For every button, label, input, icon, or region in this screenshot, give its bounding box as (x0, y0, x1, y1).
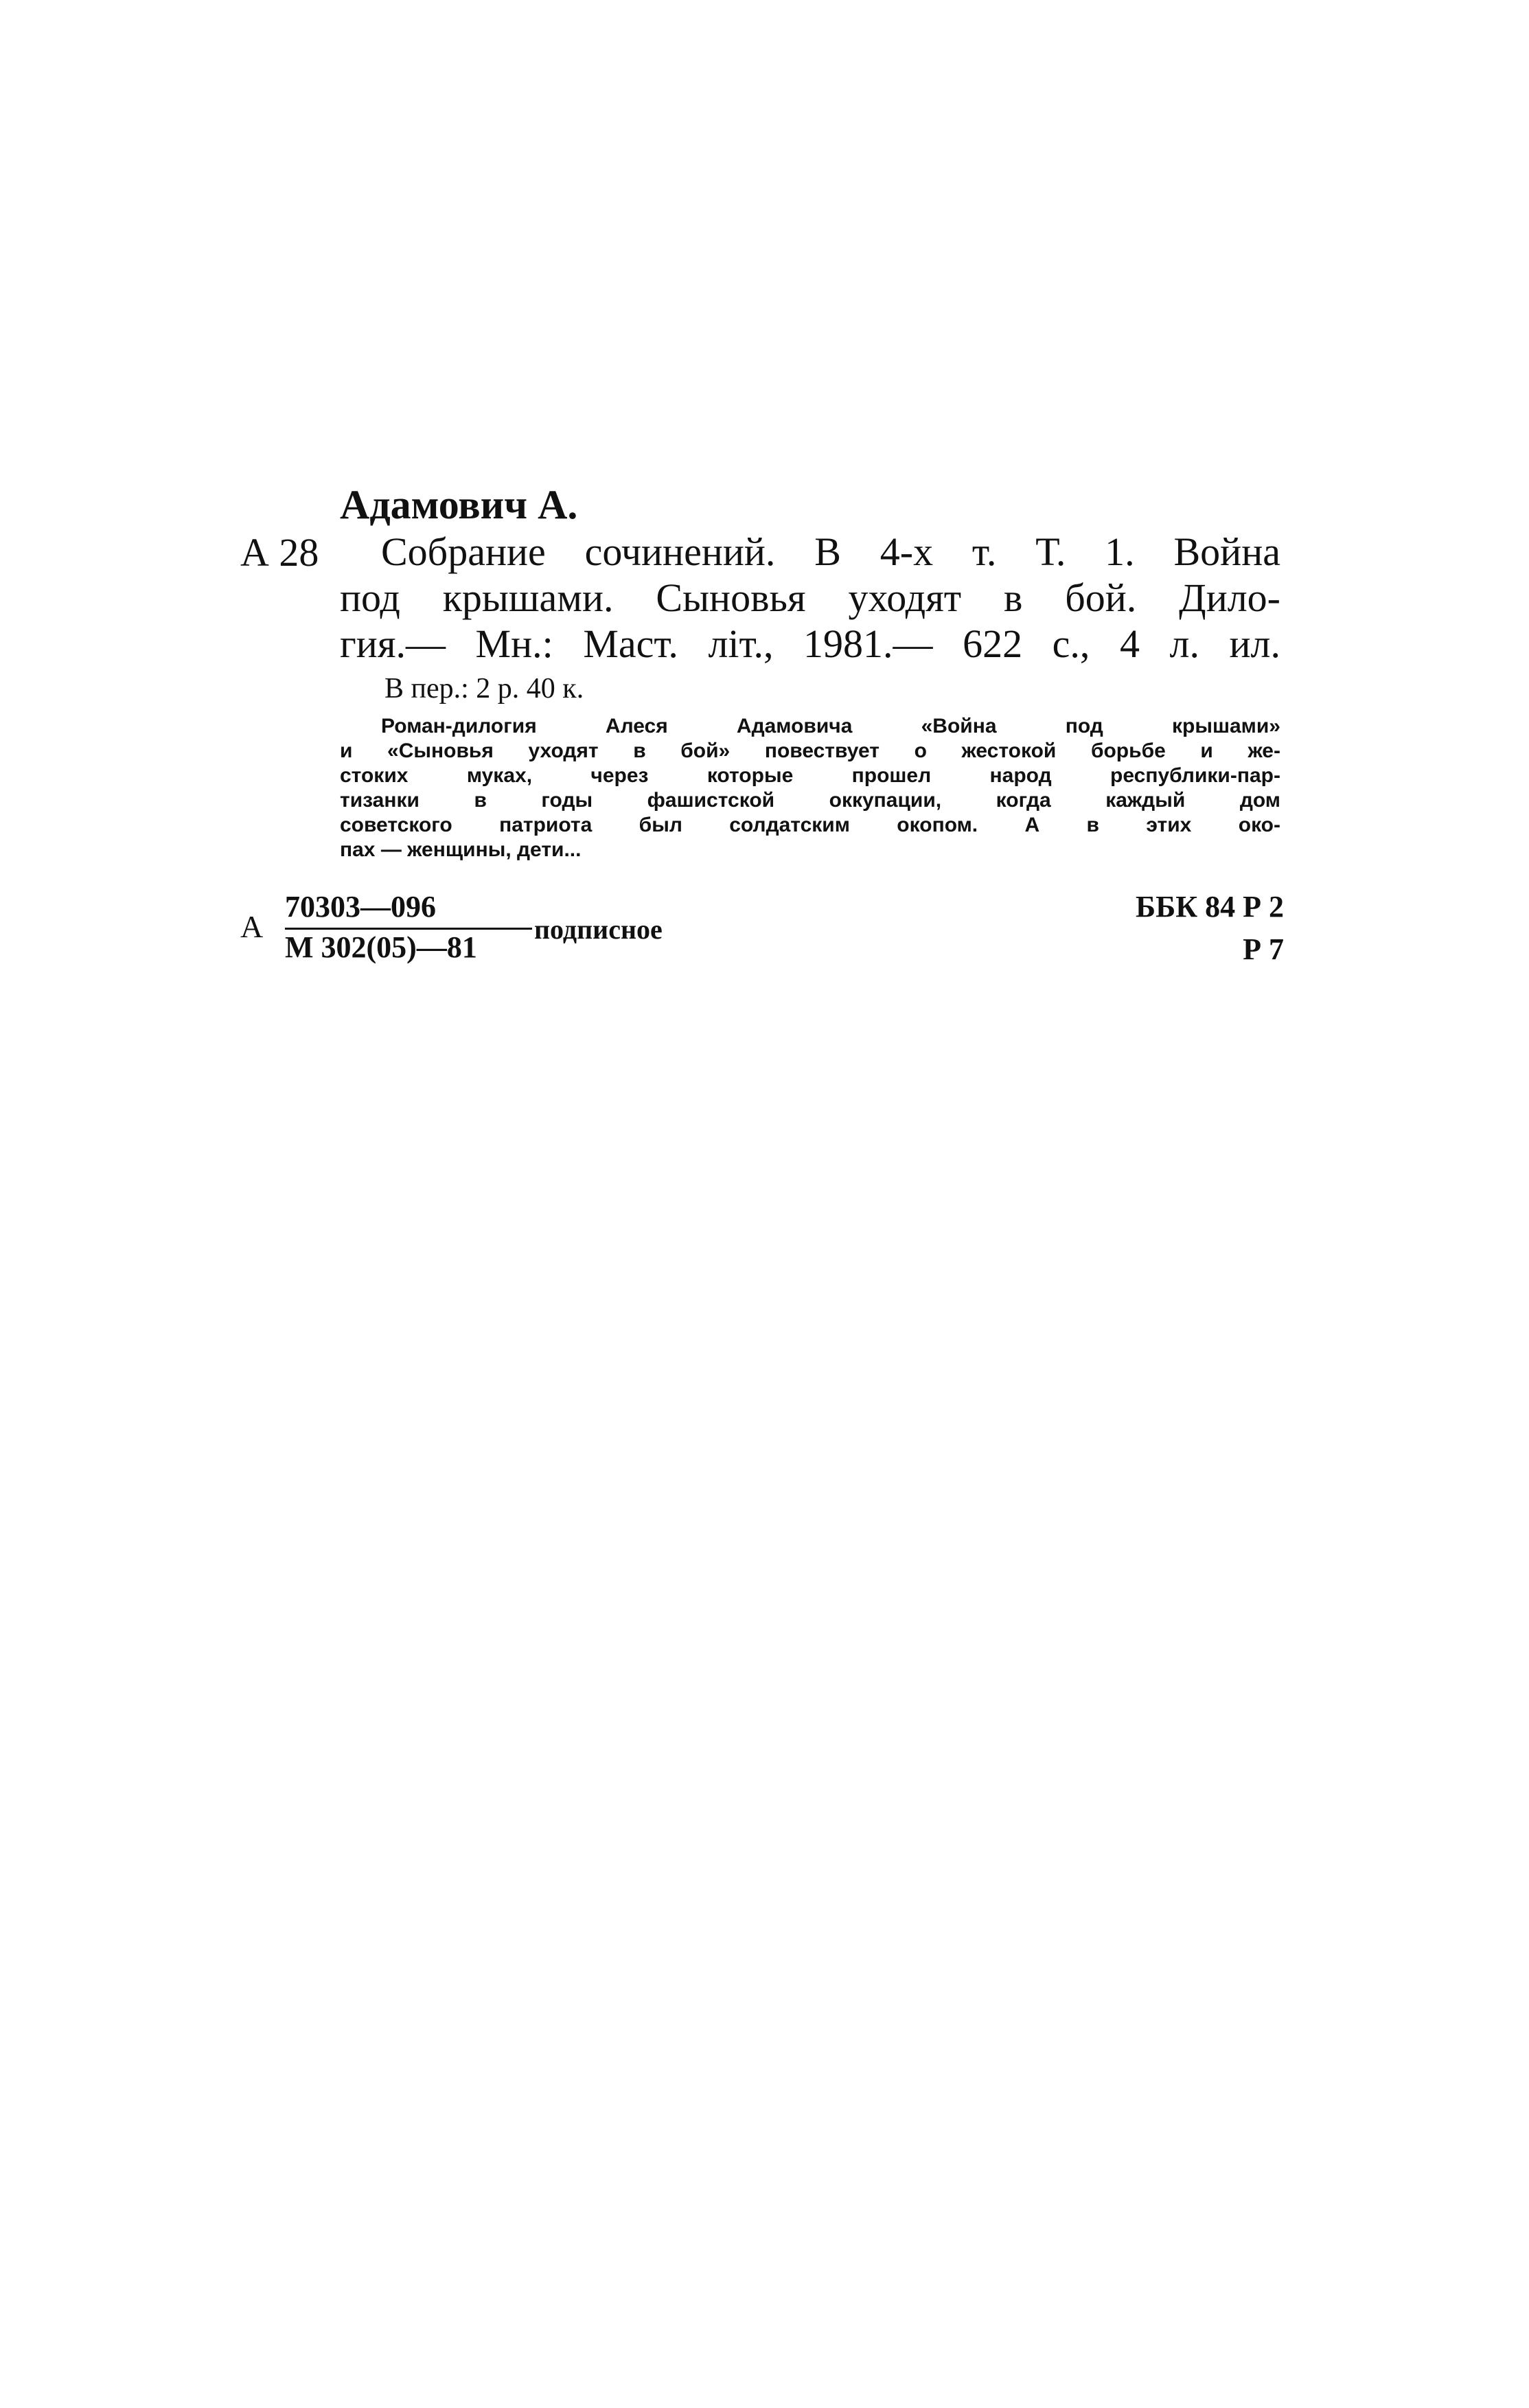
description-line-1: Собрание сочинений. В 4-х т. Т. 1. Война (381, 529, 1280, 574)
catalog-card (240, 481, 1284, 975)
annotation-line-5: советского патриота был солдатским окопом. А в этих око- (340, 814, 1280, 836)
bbk-author-mark: Р 7 (1243, 932, 1284, 966)
annotation-line-2: и «Сыновья уходят в бой» повествует о жестокой борьбе и же- (340, 739, 1280, 762)
bbk-code: ББК 84 Р 2 (1136, 890, 1284, 924)
description-line-2: под крышами. Сыновья уходят в бой. Дило- (340, 575, 1280, 620)
classification-code: А 28 (240, 530, 319, 575)
subscription-note: подписное (534, 914, 663, 945)
annotation-line-6: пах — женщины, дети... (340, 838, 582, 861)
author-name: Адамович А. (340, 482, 578, 527)
annotation-line-3: стоких муках, через которые прошел народ республики-пар- (340, 764, 1280, 787)
annotation-line-1: Роман-дилогия Алеся Адамовича «Война под крышами» (381, 715, 1280, 737)
annotation (340, 714, 1280, 862)
index-denominator: М 302(05)—81 (285, 930, 477, 964)
index-letter: А (240, 909, 264, 944)
bibliographic-index-block (240, 889, 1284, 972)
index-numerator: 70303—096 (285, 889, 532, 930)
annotation-line-4: тизанки в годы фашистской оккупации, когда каждый дом (340, 789, 1280, 812)
index-fraction (285, 889, 532, 965)
price: В пер.: 2 р. 40 к. (384, 673, 584, 704)
description-line-3: гия.— Мн.: Маст. літ., 1981.— 622 с., 4 л. ил. (340, 621, 1280, 666)
bibliographic-description (340, 529, 1280, 667)
